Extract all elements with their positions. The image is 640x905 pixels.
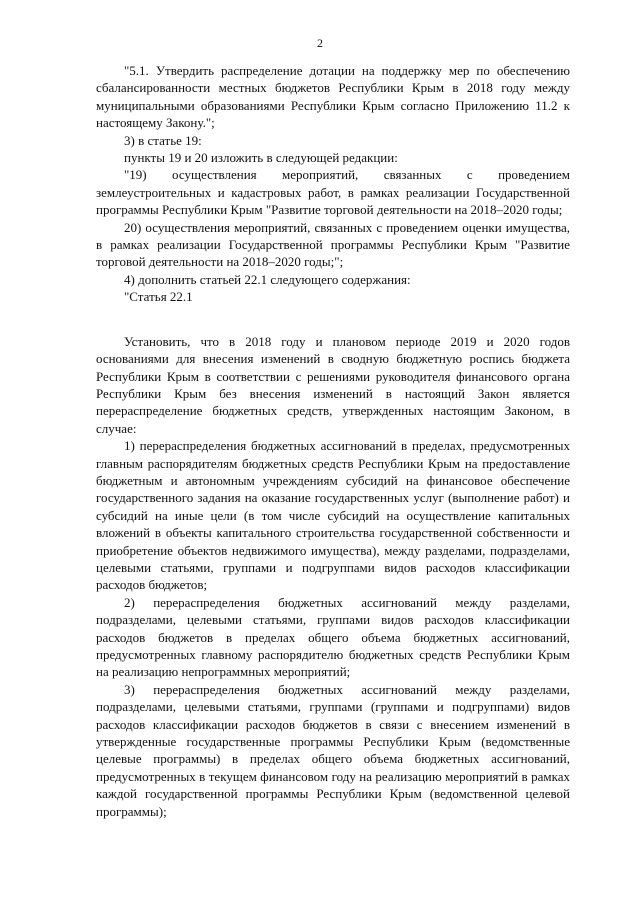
paragraph-article-19-intro: 3) в статье 19: xyxy=(124,132,202,148)
blank-gap xyxy=(96,306,570,333)
paragraph-establish: Установить, что в 2018 году и плановом периоде 2019 и 2020 годов основаниями для внесения изменений в сводную бюджетную роспись бюджета Республики Крым в соответствии с решениями руководителя финансового органа Республики Крым без внесения изменений в настоящий Закон является перераспределение бюджетных средств, утвержденных настоящим Законом, в случае: xyxy=(96,333,570,436)
paragraph-item-20: 20) осуществления мероприятий, связанных с проведением оценки имущества, в рамках реализации Государственной программы Республики Крым "Развитие торговой деятельности на 2018–2020 годы;"; xyxy=(96,219,570,270)
article-22-1-heading: "Статья 22.1 xyxy=(124,289,193,305)
paragraph-case-3: 3) перераспределения бюджетных ассигнований между разделами, подразделами, целевыми статьями, группами (группами и подгруппами) видов расходов классификации расходов бюджетов в связи с внесением изменений в утвержденные государственные программы Республики Крым (ведомственные целевые программы) в пределах общего объема бюджетных ассигнований, предусмотренных в текущем финансовом году на реализацию мероприятий в рамках каждой государственной программы Республики Крым (ведомственной целевой программы); xyxy=(96,681,570,819)
page-number: 2 xyxy=(317,36,323,50)
paragraph-5-1: "5.1. Утвердить распределение дотации на поддержку мер по обеспечению сбалансированности местных бюджетов Республики Крым в 2018 году между муниципальными образованиями Республики Крым согласно Приложению 11.2 к настоящему Закону."; xyxy=(96,63,570,131)
paragraph-add-article-22-1: 4) дополнить статьей 22.1 следующего содержания: xyxy=(124,271,411,287)
paragraph-case-2: 2) перераспределения бюджетных ассигнований между разделами, подразделами, целевыми статьями, группами видов расходов классификации расходов бюджетов в пределах общего объема бюджетных ассигнований, предусмотренных главному распорядителю бюджетных средств Республики Крым на реализацию непрограммных мероприятий; xyxy=(96,594,570,680)
document-body xyxy=(96,62,570,820)
paragraph-items-19-20-intro: пункты 19 и 20 изложить в следующей редакции: xyxy=(124,150,398,166)
paragraph-case-1: 1) перераспределения бюджетных ассигнований в пределах, предусмотренных главным распорядителям бюджетных средств Республики Крым на предоставление бюджетным и автономным учреждениям субсидий на финансовое обеспечение государственного задания на оказание государственных услуг (выполнение работ) и субсидий на иные цели (в том числе субсидий на осуществление капитальных вложений в объекты капитального строительства государственной собственности и приобретение объектов недвижимого имущества), между разделами, подразделами, целевыми статьями, группами и подгруппами видов расходов классификации расходов бюджетов; xyxy=(96,438,570,593)
paragraph-item-19: "19) осуществления мероприятий, связанных с проведением землеустроительных и кадастровых работ, в рамках реализации Государственной программы Республики Крым "Развитие торговой деятельности на 2018–2020 годы; xyxy=(96,167,570,218)
